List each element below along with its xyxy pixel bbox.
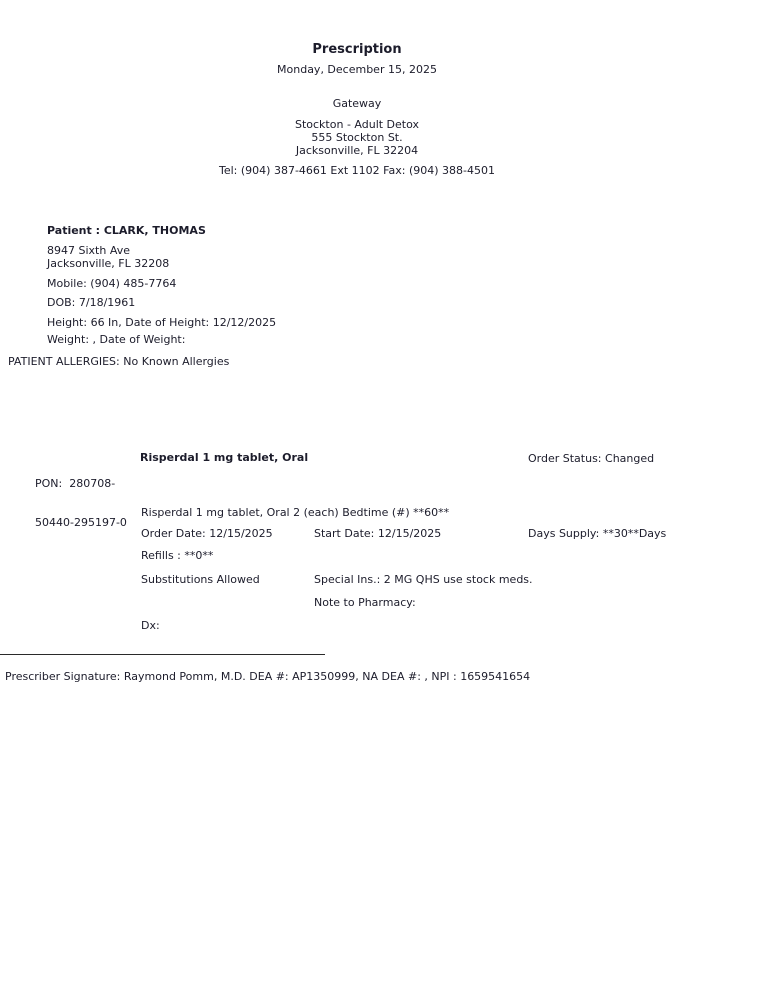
patient-address-line2: Jacksonville, FL 32208	[47, 257, 170, 270]
start-date: Start Date: 12/15/2025	[314, 527, 442, 540]
order-pon-line2: 50440-295197-0	[35, 516, 127, 529]
order-date: Order Date: 12/15/2025	[141, 527, 273, 540]
prescriber-signature: Prescriber Signature: Raymond Pomm, M.D. DEA #: AP1350999, NA DEA #: , NPI : 1659541654	[5, 670, 531, 683]
facility-city-state-zip: Jacksonville, FL 32204	[295, 144, 419, 157]
prescription-date: Monday, December 15, 2025	[277, 63, 437, 76]
patient-name: Patient : CLARK, THOMAS	[47, 224, 206, 237]
order-pon	[35, 451, 150, 555]
note-to-pharmacy: Note to Pharmacy:	[314, 596, 416, 609]
facility-name: Stockton - Adult Detox	[294, 118, 420, 131]
patient-dob: DOB: 7/18/1961	[47, 296, 136, 309]
patient-address-line1: 8947 Sixth Ave	[47, 244, 130, 257]
drug-name: Risperdal 1 mg tablet, Oral	[140, 451, 309, 464]
dx: Dx:	[141, 619, 160, 632]
special-instructions: Special Ins.: 2 MG QHS use stock meds.	[314, 573, 533, 586]
page-title: Prescription	[312, 42, 402, 57]
patient-height: Height: 66 In, Date of Height: 12/12/2025	[47, 316, 277, 329]
sig-directions: Risperdal 1 mg tablet, Oral 2 (each) Bedtime (#) **60**	[141, 506, 450, 519]
facility-organization: Gateway	[332, 97, 382, 110]
substitutions: Substitutions Allowed	[141, 573, 260, 586]
order-status: Order Status: Changed	[528, 452, 655, 465]
facility-street: 555 Stockton St.	[311, 131, 403, 144]
order-pon-line1: PON: 280708-	[35, 477, 116, 490]
refills: Refills : **0**	[141, 549, 214, 562]
patient-weight: Weight: , Date of Weight:	[47, 333, 186, 346]
days-supply: Days Supply: **30**Days	[528, 527, 667, 540]
patient-mobile: Mobile: (904) 485-7764	[47, 277, 177, 290]
patient-allergies: PATIENT ALLERGIES: No Known Allergies	[8, 355, 230, 368]
facility-contact: Tel: (904) 387-4661 Ext 1102 Fax: (904) 388-4501	[219, 164, 495, 177]
signature-line	[0, 654, 325, 655]
